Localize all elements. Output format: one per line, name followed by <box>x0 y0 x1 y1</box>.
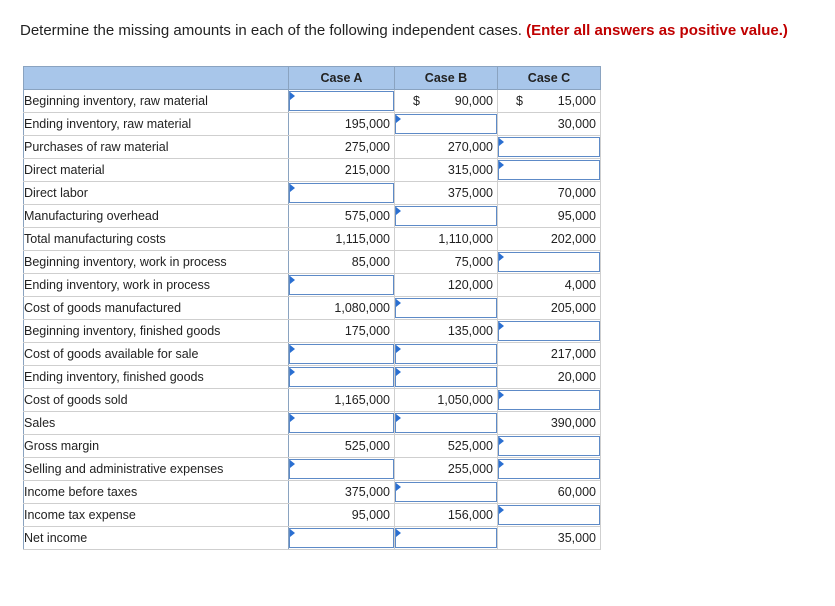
cell-content <box>289 274 394 296</box>
case-b-cell <box>395 435 498 458</box>
cell-value: 1,115,000 <box>335 232 390 246</box>
answer-input[interactable] <box>498 252 600 272</box>
cell-content <box>289 366 394 388</box>
table-row <box>24 113 601 136</box>
case-b-cell[interactable] <box>395 205 498 228</box>
row-label: Manufacturing overhead <box>24 205 289 228</box>
cell-value: 156,000 <box>447 508 493 522</box>
case-b-cell[interactable] <box>395 113 498 136</box>
case-a-cell <box>289 113 395 136</box>
case-b-cell <box>395 228 498 251</box>
table-row <box>24 343 601 366</box>
table-row <box>24 412 601 435</box>
cell-content <box>498 297 600 319</box>
answer-input[interactable] <box>289 275 394 295</box>
row-label: Income tax expense <box>24 504 289 527</box>
case-b-cell[interactable] <box>395 297 498 320</box>
cell-content <box>395 251 497 273</box>
input-marker-icon <box>290 276 295 284</box>
case-a-cell <box>289 159 395 182</box>
table-row <box>24 504 601 527</box>
case-a-cell <box>289 389 395 412</box>
case-b-cell <box>395 159 498 182</box>
answer-input[interactable] <box>289 528 394 548</box>
header-case-c: Case C <box>498 67 601 90</box>
cell-content <box>289 412 394 434</box>
cell-value: 35,000 <box>557 531 596 545</box>
cell-content <box>498 458 600 480</box>
case-b-cell <box>395 136 498 159</box>
cell-content <box>395 113 497 135</box>
case-b-cell <box>395 274 498 297</box>
answer-input[interactable] <box>498 160 600 180</box>
cases-table <box>23 66 601 550</box>
table-row <box>24 320 601 343</box>
case-c-cell <box>498 343 601 366</box>
answer-input[interactable] <box>395 344 497 364</box>
cell-content <box>395 136 497 158</box>
cell-content <box>289 389 394 411</box>
cell-value: 575,000 <box>344 209 390 223</box>
cell-content <box>498 412 600 434</box>
case-c-cell <box>498 113 601 136</box>
answer-input[interactable] <box>289 367 394 387</box>
cell-content <box>289 251 394 273</box>
answer-input[interactable] <box>289 91 394 111</box>
cell-content <box>498 527 600 549</box>
case-b-cell[interactable] <box>395 343 498 366</box>
row-label: Selling and administrative expenses <box>24 458 289 481</box>
cell-content <box>498 343 600 365</box>
input-marker-icon <box>396 368 401 376</box>
currency-symbol: $ <box>516 94 523 108</box>
cell-value: 215,000 <box>344 163 390 177</box>
instructions-emphasis: (Enter all answers as positive value.) <box>526 22 788 39</box>
answer-input[interactable] <box>395 114 497 134</box>
row-label: Cost of goods manufactured <box>24 297 289 320</box>
input-marker-icon <box>290 414 295 422</box>
case-c-cell <box>498 366 601 389</box>
answer-input[interactable] <box>395 298 497 318</box>
cell-content <box>395 504 497 526</box>
cell-value: 315,000 <box>447 163 493 177</box>
row-label: Sales <box>24 412 289 435</box>
case-b-cell <box>395 458 498 481</box>
input-marker-icon <box>290 345 295 353</box>
cell-content <box>289 297 394 319</box>
cell-value: 217,000 <box>550 347 596 361</box>
table-row <box>24 481 601 504</box>
case-c-cell[interactable] <box>498 504 601 527</box>
answer-input[interactable] <box>498 137 600 157</box>
input-marker-icon <box>290 92 295 100</box>
cell-content <box>395 297 497 319</box>
row-label: Ending inventory, work in process <box>24 274 289 297</box>
header-blank <box>24 67 289 90</box>
case-c-cell[interactable] <box>498 458 601 481</box>
case-c-cell <box>498 297 601 320</box>
cell-value: 95,000 <box>557 209 596 223</box>
cell-value: 95,000 <box>351 508 390 522</box>
answer-input[interactable] <box>395 206 497 226</box>
cell-content <box>498 274 600 296</box>
cell-content <box>289 228 394 250</box>
instructions <box>20 22 788 39</box>
case-c-cell <box>498 228 601 251</box>
cell-content <box>395 320 497 342</box>
case-a-cell[interactable] <box>289 412 395 435</box>
answer-input[interactable] <box>395 482 497 502</box>
table-body <box>24 90 601 550</box>
case-c-cell <box>498 412 601 435</box>
answer-input[interactable] <box>395 413 497 433</box>
cell-value: 1,165,000 <box>334 393 390 407</box>
cell-value: 135,000 <box>447 324 493 338</box>
input-marker-icon <box>290 184 295 192</box>
cell-value: 275,000 <box>344 140 390 154</box>
answer-input[interactable] <box>289 183 394 203</box>
table-row <box>24 205 601 228</box>
cell-content <box>498 90 600 112</box>
cell-content <box>395 527 497 549</box>
cell-content <box>498 205 600 227</box>
cell-content <box>395 205 497 227</box>
instructions-text: Determine the missing amounts in each of the following independent cases. <box>20 22 522 39</box>
cell-value: 90,000 <box>454 94 493 108</box>
input-marker-icon <box>499 138 504 146</box>
table-row <box>24 136 601 159</box>
cell-content <box>498 320 600 342</box>
case-a-cell[interactable] <box>289 527 395 550</box>
cell-value: 195,000 <box>344 117 390 131</box>
answer-input[interactable] <box>289 459 394 479</box>
row-label: Gross margin <box>24 435 289 458</box>
case-c-cell <box>498 90 601 113</box>
input-marker-icon <box>499 322 504 330</box>
case-a-cell[interactable] <box>289 366 395 389</box>
case-c-cell <box>498 205 601 228</box>
cell-content <box>289 205 394 227</box>
row-label: Net income <box>24 527 289 550</box>
cell-value: 525,000 <box>344 439 390 453</box>
input-marker-icon <box>499 437 504 445</box>
cell-content <box>289 159 394 181</box>
cell-content <box>289 458 394 480</box>
cell-value: 1,110,000 <box>438 232 493 246</box>
answer-input[interactable] <box>498 436 600 456</box>
cell-value: 205,000 <box>550 301 596 315</box>
case-a-cell <box>289 504 395 527</box>
case-a-cell <box>289 320 395 343</box>
header-case-a: Case A <box>289 67 395 90</box>
cell-content <box>395 228 497 250</box>
answer-input[interactable] <box>498 321 600 341</box>
cell-value: 60,000 <box>557 485 596 499</box>
cell-value: 70,000 <box>557 186 596 200</box>
case-b-cell <box>395 320 498 343</box>
cell-content <box>395 412 497 434</box>
case-a-cell[interactable] <box>289 182 395 205</box>
table-row <box>24 159 601 182</box>
case-b-cell <box>395 504 498 527</box>
answer-input[interactable] <box>395 528 497 548</box>
row-label: Ending inventory, finished goods <box>24 366 289 389</box>
table-row <box>24 435 601 458</box>
cell-value: 15,000 <box>557 94 596 108</box>
cell-value: 255,000 <box>447 462 493 476</box>
case-c-cell <box>498 182 601 205</box>
cell-content <box>498 182 600 204</box>
input-marker-icon <box>396 345 401 353</box>
case-c-cell <box>498 481 601 504</box>
cell-content <box>289 136 394 158</box>
answer-input[interactable] <box>498 390 600 410</box>
case-b-cell[interactable] <box>395 527 498 550</box>
case-c-cell <box>498 527 601 550</box>
case-a-cell <box>289 481 395 504</box>
cell-content <box>395 159 497 181</box>
row-label: Total manufacturing costs <box>24 228 289 251</box>
input-marker-icon <box>499 161 504 169</box>
header-case-b: Case B <box>395 67 498 90</box>
cell-content <box>395 389 497 411</box>
cell-value: 375,000 <box>447 186 493 200</box>
cell-value: 202,000 <box>550 232 596 246</box>
cell-content <box>289 182 394 204</box>
case-b-cell <box>395 389 498 412</box>
input-marker-icon <box>499 253 504 261</box>
cell-content <box>498 435 600 457</box>
case-c-cell[interactable] <box>498 251 601 274</box>
case-c-cell[interactable] <box>498 435 601 458</box>
input-marker-icon <box>290 368 295 376</box>
cell-content <box>289 343 394 365</box>
input-marker-icon <box>396 207 401 215</box>
case-b-cell[interactable] <box>395 412 498 435</box>
cell-content <box>395 458 497 480</box>
header-row <box>24 67 601 90</box>
cell-value: 20,000 <box>557 370 596 384</box>
case-c-cell[interactable] <box>498 159 601 182</box>
cell-content <box>498 389 600 411</box>
input-marker-icon <box>499 460 504 468</box>
cell-content <box>498 228 600 250</box>
cell-value: 4,000 <box>564 278 596 292</box>
cell-value: 30,000 <box>557 117 596 131</box>
answer-input[interactable] <box>498 505 600 525</box>
row-label: Direct labor <box>24 182 289 205</box>
cell-content <box>395 343 497 365</box>
cell-content <box>289 435 394 457</box>
row-label: Cost of goods sold <box>24 389 289 412</box>
case-b-cell <box>395 90 498 113</box>
case-b-cell[interactable] <box>395 481 498 504</box>
cell-content <box>498 159 600 181</box>
table-row <box>24 251 601 274</box>
cell-content <box>395 366 497 388</box>
cell-value: 1,080,000 <box>334 301 390 315</box>
cell-content <box>289 527 394 549</box>
table-row <box>24 366 601 389</box>
case-a-cell <box>289 228 395 251</box>
cell-value: 375,000 <box>344 485 390 499</box>
table-row <box>24 182 601 205</box>
case-c-cell[interactable] <box>498 136 601 159</box>
input-marker-icon <box>396 483 401 491</box>
case-c-cell[interactable] <box>498 389 601 412</box>
input-marker-icon <box>396 115 401 123</box>
case-a-cell <box>289 136 395 159</box>
case-a-cell[interactable] <box>289 458 395 481</box>
input-marker-icon <box>499 391 504 399</box>
cell-content <box>395 182 497 204</box>
cell-content <box>289 320 394 342</box>
table-row <box>24 297 601 320</box>
cell-content <box>498 113 600 135</box>
case-a-cell <box>289 205 395 228</box>
row-label: Income before taxes <box>24 481 289 504</box>
case-a-cell[interactable] <box>289 274 395 297</box>
cell-content <box>498 366 600 388</box>
row-label: Ending inventory, raw material <box>24 113 289 136</box>
cell-content <box>498 136 600 158</box>
input-marker-icon <box>396 414 401 422</box>
table-row <box>24 228 601 251</box>
cell-value: 525,000 <box>447 439 493 453</box>
answer-input[interactable] <box>289 344 394 364</box>
answer-input[interactable] <box>395 367 497 387</box>
row-label: Purchases of raw material <box>24 136 289 159</box>
input-marker-icon <box>290 529 295 537</box>
currency-symbol: $ <box>413 94 420 108</box>
row-label: Beginning inventory, work in process <box>24 251 289 274</box>
case-c-cell <box>498 274 601 297</box>
row-label: Beginning inventory, finished goods <box>24 320 289 343</box>
row-label: Direct material <box>24 159 289 182</box>
table-row <box>24 274 601 297</box>
case-a-cell <box>289 297 395 320</box>
cell-content <box>395 481 497 503</box>
case-a-cell[interactable] <box>289 90 395 113</box>
cell-content <box>395 274 497 296</box>
table-row <box>24 458 601 481</box>
cell-content <box>498 481 600 503</box>
table-row <box>24 527 601 550</box>
row-label: Cost of goods available for sale <box>24 343 289 366</box>
cell-value: 75,000 <box>454 255 493 269</box>
input-marker-icon <box>396 299 401 307</box>
cell-content <box>289 504 394 526</box>
cell-content <box>289 481 394 503</box>
cell-content <box>289 90 394 112</box>
cell-content <box>395 435 497 457</box>
table-row <box>24 90 601 113</box>
cell-content <box>498 251 600 273</box>
cell-value: 390,000 <box>550 416 596 430</box>
table-row <box>24 389 601 412</box>
cell-content <box>289 113 394 135</box>
cell-value: 1,050,000 <box>437 393 493 407</box>
cell-value: 175,000 <box>344 324 390 338</box>
cell-value: 120,000 <box>447 278 493 292</box>
answer-input[interactable] <box>498 459 600 479</box>
cell-value: 85,000 <box>351 255 390 269</box>
input-marker-icon <box>499 506 504 514</box>
row-label: Beginning inventory, raw material <box>24 90 289 113</box>
input-marker-icon <box>396 529 401 537</box>
case-a-cell <box>289 251 395 274</box>
case-b-cell[interactable] <box>395 366 498 389</box>
case-c-cell[interactable] <box>498 320 601 343</box>
input-marker-icon <box>290 460 295 468</box>
case-a-cell[interactable] <box>289 343 395 366</box>
cell-content <box>498 504 600 526</box>
answer-input[interactable] <box>289 413 394 433</box>
cell-content <box>395 90 497 112</box>
case-b-cell <box>395 251 498 274</box>
case-b-cell <box>395 182 498 205</box>
cell-value: 270,000 <box>447 140 493 154</box>
case-a-cell <box>289 435 395 458</box>
